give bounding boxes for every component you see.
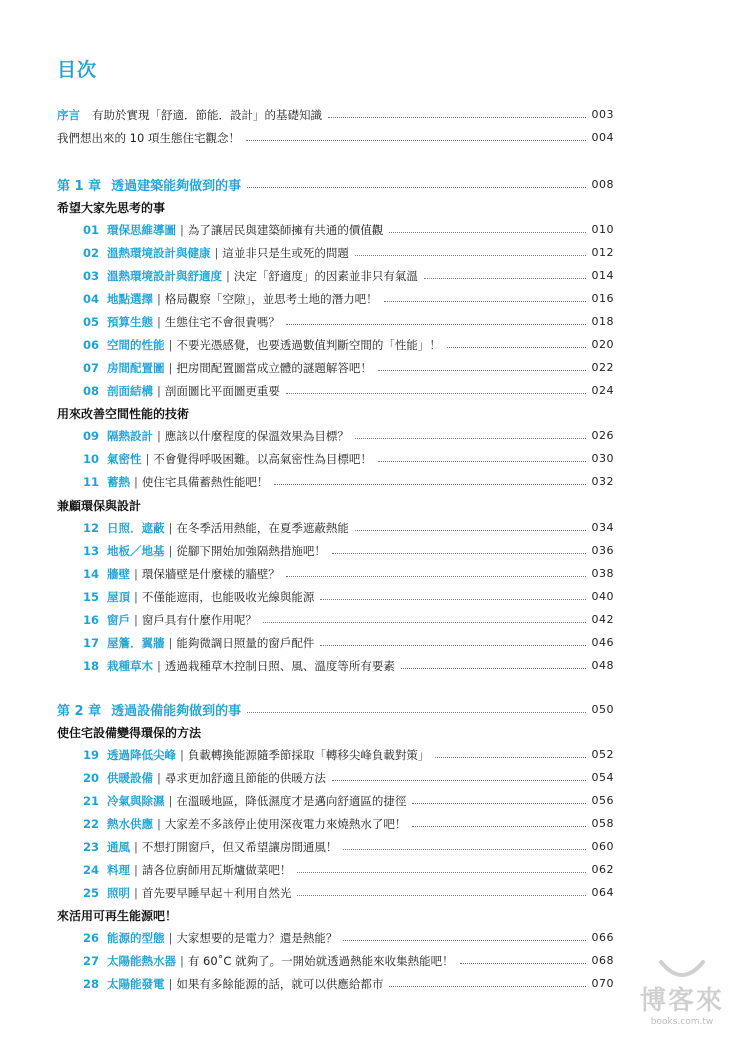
item-desc: 為了讓居民與建築師擁有共通的價值觀 <box>187 222 384 237</box>
item-desc: 能夠微調日照量的窗戶配件 <box>176 635 315 650</box>
dot-leader <box>286 323 586 325</box>
item-label: 空間的性能 <box>107 337 165 352</box>
dot-leader <box>332 552 586 554</box>
item-label: 屋簷．翼牆 <box>107 635 165 650</box>
page-number: 014 <box>591 269 614 282</box>
page-number: 070 <box>591 977 614 990</box>
dot-leader <box>435 756 585 758</box>
separator-bar: | <box>168 543 173 558</box>
watermark-url: books.com.tw <box>650 1017 714 1027</box>
item-label: 預算生態 <box>107 314 153 329</box>
item-label: 供暖設備 <box>107 770 153 785</box>
page-number: 048 <box>591 659 614 672</box>
chapter-label: 第 2 章 <box>57 704 102 719</box>
item-number: 09 <box>82 428 99 443</box>
dot-leader <box>247 186 585 188</box>
toc-item-22[interactable] <box>57 812 614 835</box>
item-label: 地點選擇 <box>107 291 153 306</box>
dot-leader <box>263 621 586 623</box>
separator-bar: | <box>168 360 173 375</box>
toc-item-18[interactable] <box>57 654 614 677</box>
item-number: 04 <box>82 291 99 306</box>
dot-leader <box>355 254 586 256</box>
page-number: 020 <box>591 338 614 351</box>
item-label: 屋頂 <box>107 589 130 604</box>
item-desc: 把房間配置圖當成立體的謎題解答吧！ <box>176 360 372 375</box>
separator-bar: | <box>157 428 161 443</box>
page-number: 034 <box>591 521 614 534</box>
toc-item-25[interactable] <box>57 881 614 904</box>
page-number: 064 <box>591 886 614 899</box>
item-desc: 剖面圖比平面圖更重要 <box>164 383 280 398</box>
section-heading: 希望大家先思考的事 <box>57 201 166 215</box>
separator-bar: | <box>134 566 138 581</box>
item-number: 14 <box>82 566 99 581</box>
item-label: 地板／地基 <box>107 543 165 558</box>
item-label: 溫熱環境設計與健康 <box>107 245 211 260</box>
separator-bar: | <box>157 291 161 306</box>
toc-item-14[interactable] <box>57 562 614 585</box>
item-number: 21 <box>82 793 99 808</box>
page-number: 003 <box>591 108 614 121</box>
item-label: 剖面結構 <box>107 383 153 398</box>
dot-leader <box>389 231 585 233</box>
dot-leader <box>389 985 585 987</box>
toc-item-15[interactable] <box>57 585 614 608</box>
dot-leader <box>401 667 586 669</box>
toc-item-02[interactable] <box>57 241 614 264</box>
separator-bar: | <box>168 337 173 352</box>
item-label: 熱水供應 <box>107 816 153 831</box>
item-label: 溫熱環境設計與舒適度 <box>107 268 222 283</box>
separator-bar: | <box>157 816 161 831</box>
page-number: 062 <box>591 863 614 876</box>
page-number: 024 <box>591 384 614 397</box>
toc-item-28[interactable] <box>57 972 614 995</box>
toc-item-12[interactable] <box>57 516 614 539</box>
item-number: 12 <box>82 520 99 535</box>
dot-leader <box>286 575 586 577</box>
page-number: 040 <box>591 590 614 603</box>
item-desc: 應該以什麼程度的保溫效果為目標？ <box>164 428 349 443</box>
separator-bar: | <box>134 885 138 900</box>
item-number: 01 <box>82 222 99 237</box>
section-heading: 用來改善空間性能的技術 <box>57 407 190 421</box>
dot-leader <box>332 779 586 781</box>
toc-item-21[interactable] <box>57 789 614 812</box>
page-title: 目次 <box>57 59 98 81</box>
separator-bar: | <box>168 520 173 535</box>
page-number: 066 <box>591 931 614 944</box>
item-label: 太陽能發電 <box>107 976 165 991</box>
separator-bar: | <box>168 930 173 945</box>
item-number: 10 <box>82 451 99 466</box>
dot-leader <box>297 871 585 873</box>
separator-bar: | <box>168 793 173 808</box>
separator-bar: | <box>134 612 138 627</box>
item-label: 牆壁 <box>107 566 130 581</box>
dot-leader <box>447 346 586 348</box>
page-number: 026 <box>591 429 614 442</box>
toc-item-05[interactable] <box>57 310 614 333</box>
item-desc: 不會覺得呼吸困難。以高氣密性為目標吧！ <box>153 451 372 466</box>
separator-bar: | <box>157 383 161 398</box>
page-number: 056 <box>591 794 614 807</box>
separator-bar: | <box>157 314 161 329</box>
item-number: 02 <box>82 245 99 260</box>
item-number: 27 <box>82 953 99 968</box>
dot-leader <box>355 529 586 531</box>
item-desc: 不僅能遮雨，也能吸收光線與能源 <box>141 589 315 604</box>
item-desc: 在溫暖地區，降低濕度才是邁向舒適區的捷徑 <box>176 793 407 808</box>
item-label: 氣密性 <box>107 451 142 466</box>
toc-item-10[interactable] <box>57 447 614 470</box>
item-label: 太陽能熱水器 <box>107 953 176 968</box>
item-number: 25 <box>82 885 99 900</box>
item-label: 照明 <box>107 885 130 900</box>
toc-item-26[interactable] <box>57 926 614 949</box>
item-desc: 大家差不多該停止使用深夜電力來燒熱水了吧！ <box>164 816 407 831</box>
dot-leader <box>343 848 585 850</box>
item-label: 能源的型態 <box>107 930 165 945</box>
dot-leader <box>320 644 585 646</box>
separator-bar: | <box>134 862 138 877</box>
chapter-title: 透過設備能夠做到的事 <box>111 704 242 719</box>
item-desc: 不要光憑感覺，也要透過數值判斷空間的「性能」！ <box>176 337 441 352</box>
toc-item-19[interactable] <box>57 743 614 766</box>
item-desc: 如果有多餘能源的話，就可以供應給都市 <box>176 976 384 991</box>
dot-leader <box>378 460 586 462</box>
section-heading: 兼顧環保與設計 <box>57 499 142 513</box>
item-desc: 這並非只是生或死的問題 <box>222 245 349 260</box>
dot-leader <box>328 116 586 118</box>
item-desc: 請各位廚師用瓦斯爐做菜吧！ <box>141 862 292 877</box>
page-number: 012 <box>591 246 614 259</box>
item-desc: 格局觀察「空隙」，並思考土地的潛力吧！ <box>164 291 378 306</box>
dot-leader <box>378 369 586 371</box>
dot-leader <box>246 139 586 141</box>
item-number: 15 <box>82 589 99 604</box>
separator-bar: | <box>226 268 230 283</box>
toc-item-03[interactable] <box>57 264 614 287</box>
page-number: 060 <box>591 840 614 853</box>
dot-leader <box>384 300 586 302</box>
item-label: 隔熱設計 <box>107 428 153 443</box>
watermark-text: 博客來 <box>639 986 724 1016</box>
dot-leader <box>460 962 586 964</box>
separator-bar: | <box>168 635 173 650</box>
item-desc: 使住宅具備蓄熱性能吧！ <box>141 474 269 489</box>
item-number: 18 <box>82 658 99 673</box>
separator-bar: | <box>180 222 184 237</box>
dot-leader <box>343 939 585 941</box>
toc-item-08[interactable] <box>57 379 614 402</box>
toc-item-07[interactable] <box>57 356 614 379</box>
dot-leader <box>297 894 585 896</box>
section-heading: 來活用可再生能源吧！ <box>57 909 178 923</box>
item-label: 料理 <box>107 862 130 877</box>
item-label: 栽種草木 <box>107 658 153 673</box>
toc-item-20[interactable] <box>57 766 614 789</box>
page-number: 050 <box>591 703 614 716</box>
chapter-2-row[interactable] <box>57 698 614 721</box>
item-label: 日照．遮蔽 <box>107 520 165 535</box>
item-label: 通風 <box>107 839 130 854</box>
item-desc: 窗戶具有什麼作用呢？ <box>141 612 257 627</box>
section-heading: 使住宅設備變得環保的方法 <box>57 726 202 740</box>
page-number: 052 <box>591 748 614 761</box>
separator-bar: | <box>145 451 150 466</box>
page-number: 032 <box>591 475 614 488</box>
toc-item-17[interactable] <box>57 631 614 654</box>
page-number: 004 <box>591 131 614 144</box>
item-desc: 生態住宅不會很貴嗎？ <box>164 314 280 329</box>
item-desc: 決定「舒適度」的因素並非只有氣溫 <box>233 268 418 283</box>
page-number: 068 <box>591 954 614 967</box>
item-number: 22 <box>82 816 99 831</box>
item-label: 蓄熱 <box>107 474 130 489</box>
item-desc: 有 60˚C 就夠了。一開始就透過熱能來收集熱能吧！ <box>187 953 454 968</box>
item-number: 07 <box>82 360 99 375</box>
toc-item-04[interactable] <box>57 287 614 310</box>
item-number: 19 <box>82 747 99 762</box>
toc-item-06[interactable] <box>57 333 614 356</box>
page-number: 058 <box>591 817 614 830</box>
toc-item-23[interactable] <box>57 835 614 858</box>
page-number: 016 <box>591 292 614 305</box>
separator-bar: | <box>157 770 161 785</box>
item-number: 23 <box>82 839 99 854</box>
item-desc: 在冬季活用熱能，在夏季遮蔽熱能 <box>176 520 349 535</box>
preface-label: 序言 <box>57 107 80 122</box>
dot-leader <box>424 277 586 279</box>
toc-item-27[interactable] <box>57 949 614 972</box>
item-label: 窗戶 <box>107 612 130 627</box>
item-number: 20 <box>82 770 99 785</box>
item-number: 24 <box>82 862 99 877</box>
separator-bar: | <box>180 953 184 968</box>
page-number: 030 <box>591 452 614 465</box>
watermark-logo <box>622 958 742 1048</box>
item-desc: 環保牆壁是什麼樣的牆壁？ <box>141 566 280 581</box>
separator-bar: | <box>134 474 138 489</box>
toc-item-13[interactable] <box>57 539 614 562</box>
page-number: 046 <box>591 636 614 649</box>
separator-bar: | <box>157 658 161 673</box>
chapter-label: 第 1 章 <box>57 179 102 194</box>
toc-row-concepts[interactable] <box>57 126 614 149</box>
dot-leader <box>320 598 585 600</box>
item-label: 環保思維導圖 <box>107 222 176 237</box>
item-number: 28 <box>82 976 99 991</box>
toc-desc: 我們想出來的 10 項生態住宅觀念！ <box>57 130 240 145</box>
toc-item-09[interactable] <box>57 424 614 447</box>
page-number: 022 <box>591 361 614 374</box>
chapter-1-row[interactable] <box>57 173 614 196</box>
page-number: 054 <box>591 771 614 784</box>
item-number: 11 <box>82 474 99 489</box>
separator-bar: | <box>134 589 138 604</box>
item-desc: 首先要早睡早起＋利用自然光 <box>141 885 292 900</box>
page-number: 042 <box>591 613 614 626</box>
item-number: 08 <box>82 383 99 398</box>
toc-row-preface[interactable] <box>57 103 614 126</box>
item-desc: 負載轉換能源隨季節採取「轉移尖峰負載對策」 <box>187 747 430 762</box>
dot-leader <box>412 825 585 827</box>
separator-bar: | <box>134 839 138 854</box>
item-desc: 尋求更加舒適且節能的供暖方法 <box>164 770 326 785</box>
page-number: 008 <box>591 178 614 191</box>
dot-leader <box>355 437 586 439</box>
separator-bar: | <box>168 976 173 991</box>
dot-leader <box>274 483 585 485</box>
item-number: 13 <box>82 543 99 558</box>
item-label: 房間配置圖 <box>107 360 165 375</box>
item-number: 16 <box>82 612 99 627</box>
toc-item-16[interactable] <box>57 608 614 631</box>
separator-bar: | <box>214 245 219 260</box>
item-label: 冷氣與除濕 <box>107 793 165 808</box>
dot-leader <box>412 802 585 804</box>
page-number: 018 <box>591 315 614 328</box>
separator-bar: | <box>180 747 184 762</box>
item-desc: 大家想要的是電力？還是熱能？ <box>176 930 338 945</box>
item-desc: 從腳下開始加強隔熱措施吧！ <box>176 543 326 558</box>
chapter-title: 透過建築能夠做到的事 <box>111 179 242 194</box>
item-label: 透過降低尖峰 <box>107 747 176 762</box>
item-desc: 不想打開窗戶，但又希望讓房間通風！ <box>141 839 338 854</box>
item-number: 06 <box>82 337 99 352</box>
item-desc: 透過栽種草木控制日照、風、溫度等所有要素 <box>164 658 395 673</box>
item-number: 26 <box>82 930 99 945</box>
page-number: 010 <box>591 223 614 236</box>
item-number: 05 <box>82 314 99 329</box>
toc-item-11[interactable] <box>57 470 614 493</box>
toc-item-24[interactable] <box>57 858 614 881</box>
item-number: 17 <box>82 635 99 650</box>
toc-item-01[interactable] <box>57 218 614 241</box>
page-number: 038 <box>591 567 614 580</box>
page-number: 036 <box>591 544 614 557</box>
dot-leader <box>247 711 585 713</box>
dot-leader <box>286 392 586 394</box>
toc-desc: 有助於實現「舒適．節能．設計」的基礎知識 <box>92 107 322 122</box>
item-number: 03 <box>82 268 99 283</box>
